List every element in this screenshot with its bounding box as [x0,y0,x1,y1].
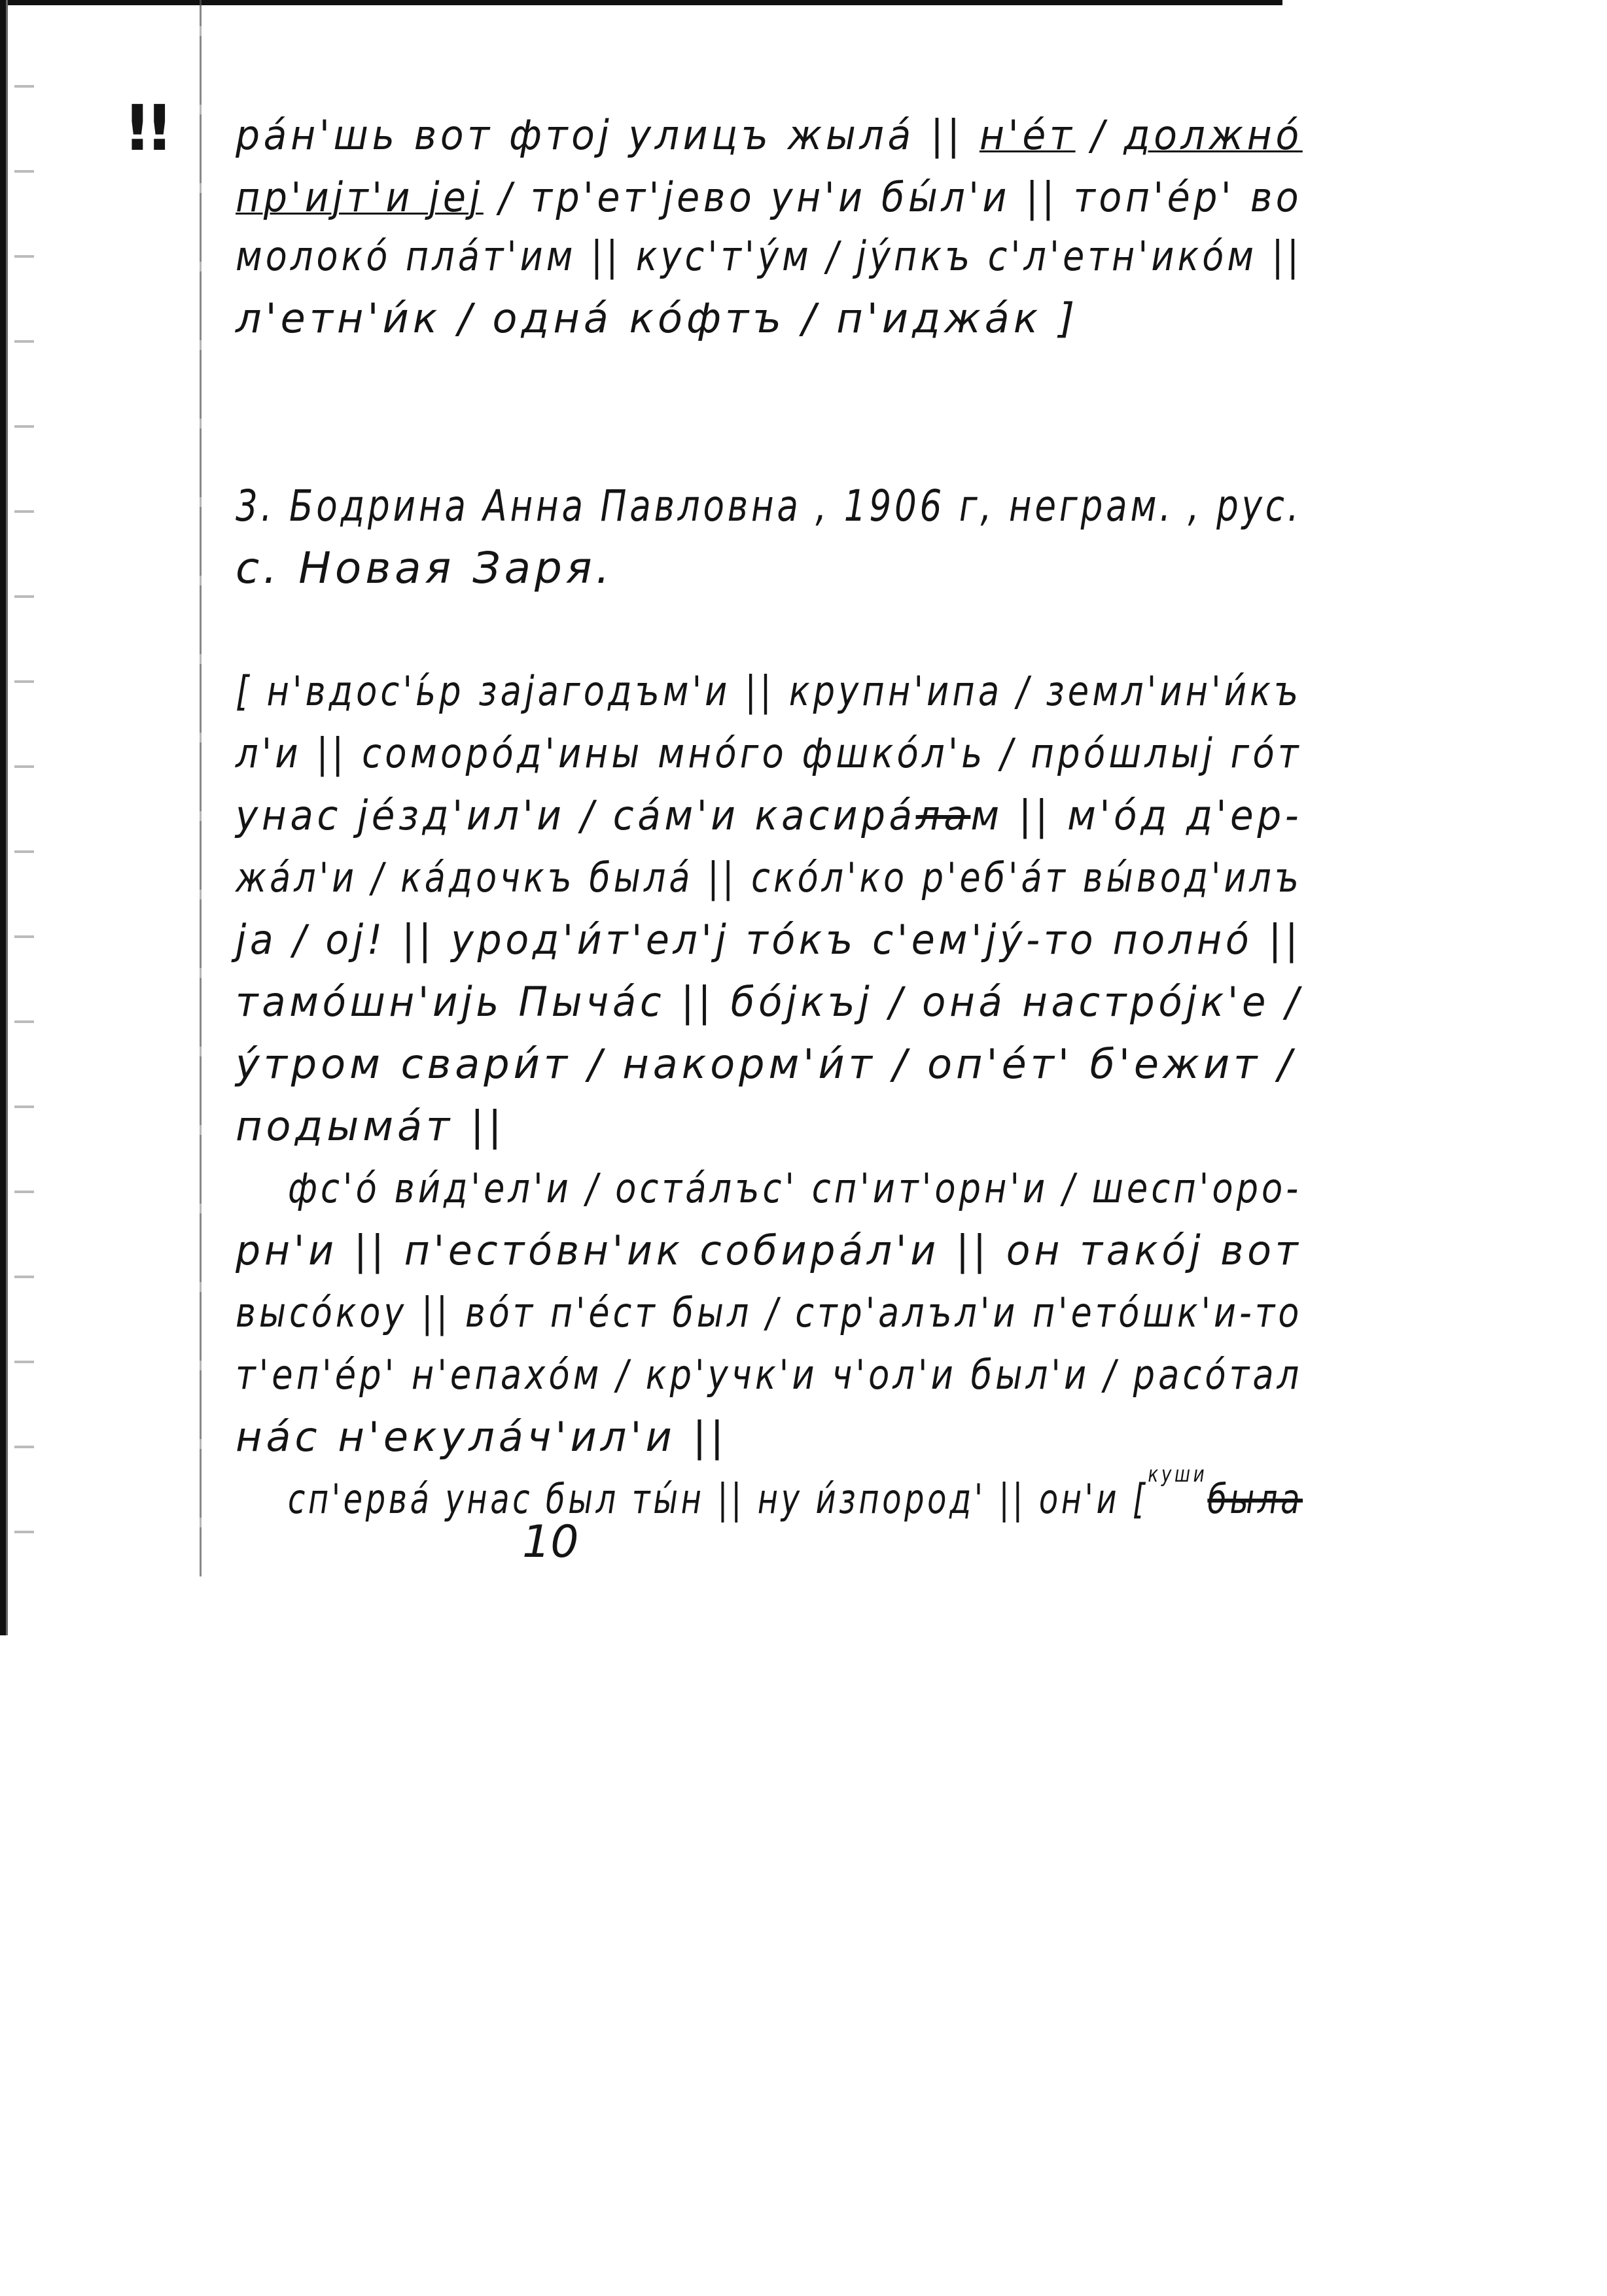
underlined-text: пр'ијт'и јеј [236,173,484,221]
text-line [236,791,1302,839]
text-line: [ н'вдос'ь́р зајагодъм'и || крупн'ипа / земл'ин'и́къ [236,667,1302,715]
text-line: на́с н'екула́ч'ил'и || [236,1413,728,1461]
text-line: т'еп'е́р' н'епахо́м / кр'учк'и ч'ол'и был'и / расо́тал [236,1351,1303,1399]
scan-edge-left [0,0,9,1635]
text-line: л'и || соморо́д'ины мно́го фшко́л'ь / про́шлыј го́т [236,729,1302,777]
text-line: тамо́шн'ијь Пыча́с || бо́јкъј / она́ настро́јк'е / [236,978,1303,1026]
struck-text: ла [915,791,971,839]
text-line: подыма́т || [236,1102,506,1150]
text-line [288,1461,1303,1523]
margin-exclamation-mark: !! [123,92,168,165]
text-line: у́тром свари́т / накорм'и́т / оп'е́т' б'ежит / [236,1040,1296,1088]
text-segment: / тр'ет'јево ун'и бы́л'и || топ'е́р' во [483,173,1303,221]
page-number: 10 [522,1516,579,1568]
text-line: высо́коу || во́т п'е́ст был / стр'алъл'и п'ето́шк'и-то [236,1289,1303,1336]
speaker-info: 3. Бодрина Анна Павловна , 1906 г, неграм. , рус. [236,481,1302,531]
text-segment: / [1075,111,1124,159]
text-line: фс'о́ ви́д'ел'и / оста́лъс' сп'ит'орн'и / шесп'оро- [288,1164,1302,1212]
underlined-text: должно́ [1123,111,1303,159]
underlined-text: н'е́т [979,111,1076,159]
text-line: жа́л'и / ка́дочкъ была́ || ско́л'ко р'еб'а́т вы́вод'илъ [236,854,1302,901]
margin-rule [200,0,202,1576]
struck-text: была [1207,1475,1303,1523]
text-segment: унас је́зд'ил'и / са́м'и касира́ [236,791,916,839]
text-line: ја / ој! || урод'и́т'ел'ј то́къ с'ем'ју́-то полно́ || [236,916,1302,964]
text-line: молоко́ пла́т'им || кус'т'у́м / ју́пкъ с'л'етн'ико́м || [236,232,1303,280]
scan-edge-top [0,0,1282,5]
text-line: рн'и || п'есто́вн'ик собира́л'и || он тако́ј вот [236,1226,1302,1274]
text-line [236,173,1302,221]
superscript-correction: куши [1148,1461,1208,1487]
text-line [236,111,1303,159]
text-segment: сп'ерва́ унас был ты́н || ну и́зпород' || он'и [ [288,1475,1148,1523]
binding-holes [14,39,34,1609]
text-segment: ра́н'шь вот фтој улицъ жыла́ || [236,111,980,159]
text-segment: м || м'о́д д'ер- [970,791,1303,839]
speaker-village: с. Новая Заря. [236,543,614,593]
text-line: л'етн'и́к / одна́ ко́фтъ / п'иджа́к ] [236,294,1079,342]
